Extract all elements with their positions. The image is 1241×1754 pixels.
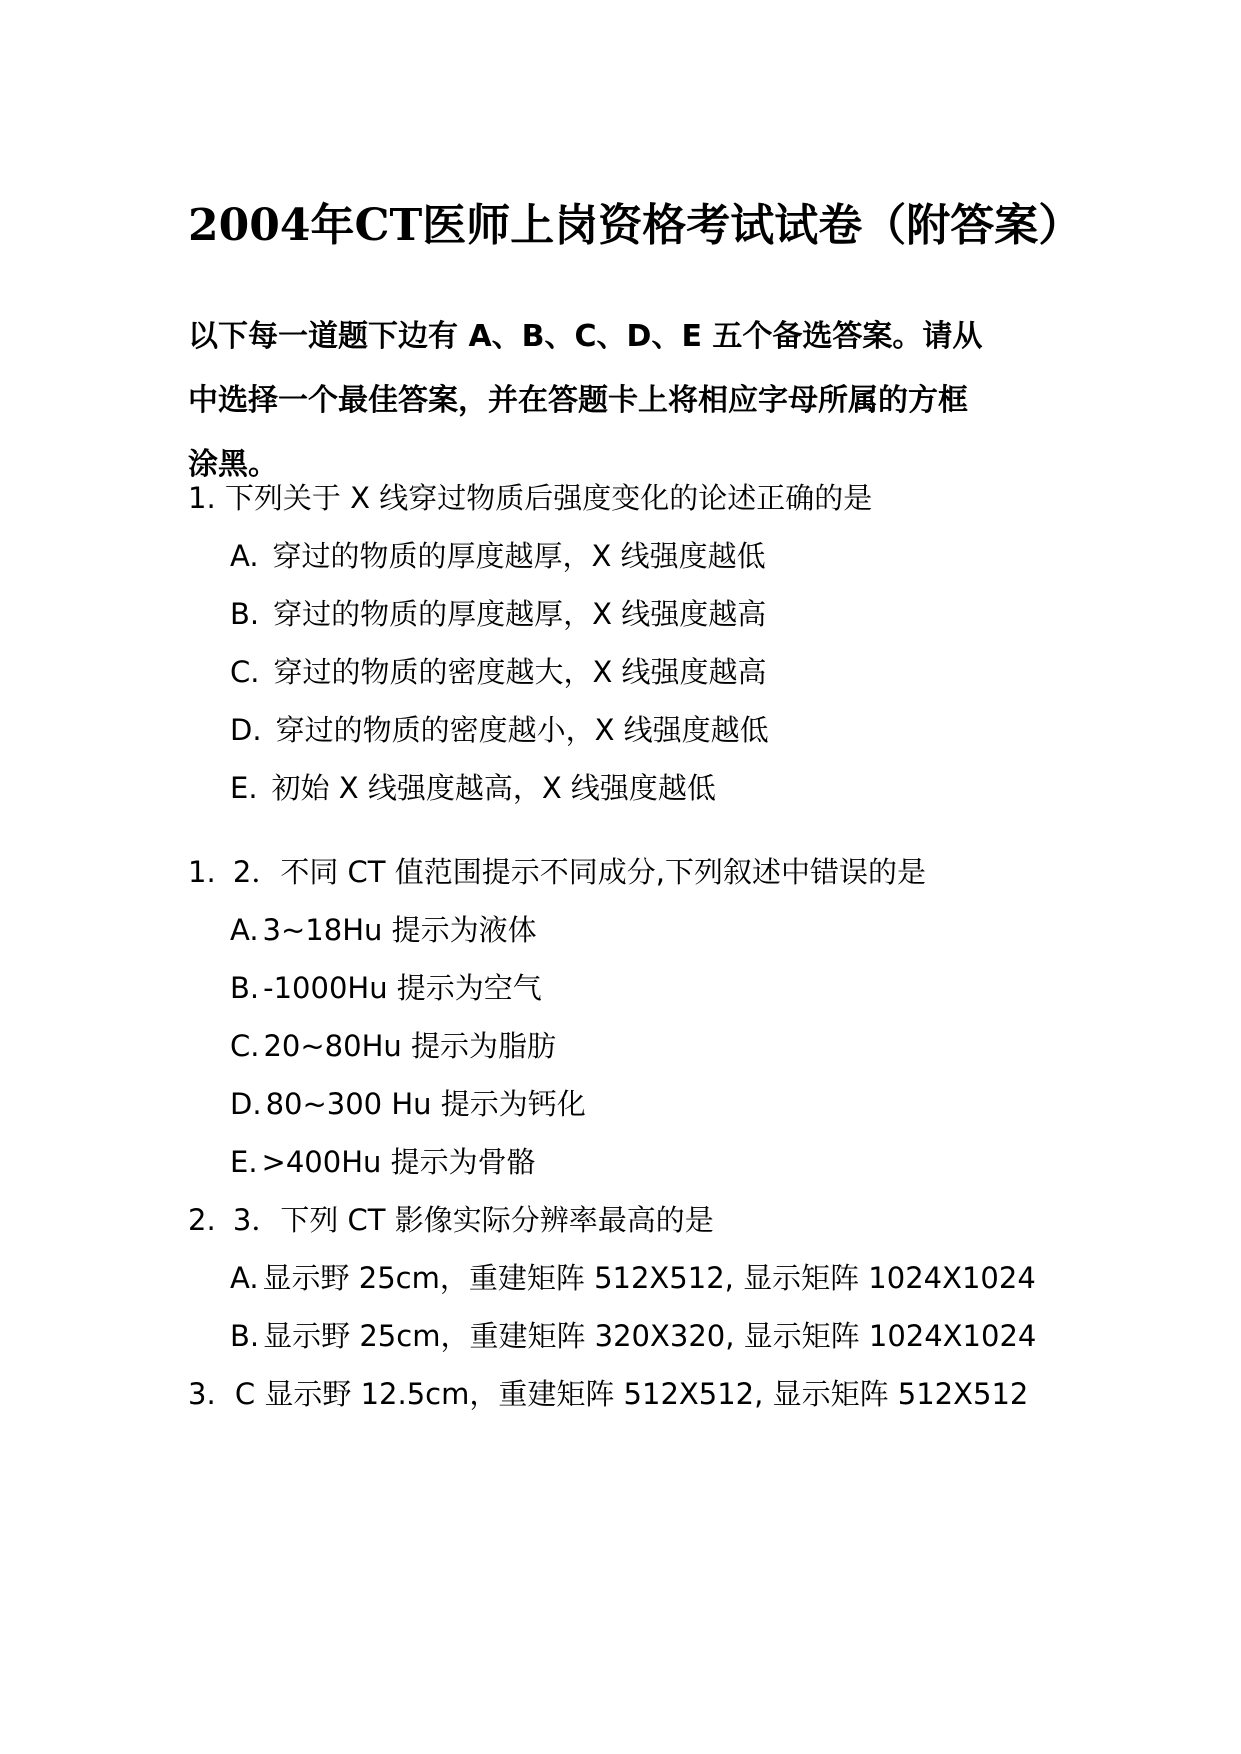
option-letter: D. (230, 1087, 262, 1121)
question-text: 下列关于 X 线穿过物质后强度变化的论述正确的是 (224, 481, 873, 515)
option-letter: C. (230, 655, 260, 689)
question-number: 1. (188, 481, 216, 515)
instructions-line: 涂黑。 (188, 447, 278, 482)
option-a (230, 910, 537, 950)
option-text: 穿过的物质的厚度越厚，X 线强度越高 (273, 597, 767, 631)
option-b (230, 1316, 1036, 1356)
option-text: 3~18Hu 提示为液体 (262, 913, 537, 947)
instructions-block (188, 305, 1068, 497)
option-a (230, 536, 766, 576)
option-text: 初始 X 线强度越高，X 线强度越低 (271, 771, 716, 805)
question-text: 2．不同 CT 值范围提示不同成分,下列叙述中错误的是 (232, 855, 926, 889)
question-4 (188, 1374, 1028, 1414)
option-c (230, 1026, 556, 1066)
option-d (230, 1084, 586, 1124)
option-text: 显示野 25cm，重建矩阵 512X512, 显示矩阵 1024X1024 (262, 1261, 1036, 1295)
option-text: 显示野 25cm，重建矩阵 320X320, 显示矩阵 1024X1024 (263, 1319, 1037, 1353)
question-3 (188, 1200, 714, 1240)
option-text: 穿过的物质的厚度越厚，X 线强度越低 (272, 539, 766, 573)
question-text: 3．下列 CT 影像实际分辨率最高的是 (232, 1203, 714, 1237)
instructions-line: 以下每一道题下边有 A、B、C、D、E 五个备选答案。请从 (188, 319, 983, 354)
option-d (230, 710, 769, 750)
option-text: 20~80Hu 提示为脂肪 (263, 1029, 556, 1063)
option-letter: E. (230, 1145, 258, 1179)
question-number: 1. (188, 855, 216, 889)
option-letter: C. (230, 1029, 260, 1063)
option-a (230, 1258, 1036, 1298)
option-text: >400Hu 提示为骨骼 (261, 1145, 536, 1179)
option-text: 80~300 Hu 提示为钙化 (265, 1087, 586, 1121)
option-letter: D. (230, 713, 262, 747)
option-b (230, 968, 542, 1008)
question-text: C 显示野 12.5cm，重建矩阵 512X512, 显示矩阵 512X512 (234, 1377, 1029, 1411)
option-letter: B. (230, 971, 260, 1005)
question-2 (188, 852, 926, 892)
question-1 (188, 478, 872, 518)
instructions-line: 中选择一个最佳答案，并在答题卡上将相应字母所属的方框 (188, 383, 968, 418)
question-number: 3. (188, 1377, 216, 1411)
option-letter: B. (230, 1319, 260, 1353)
page-title: 2004年CT医师上岗资格考试试卷（附答案） (188, 200, 1083, 251)
option-e (230, 768, 716, 808)
option-text: -1000Hu 提示为空气 (263, 971, 542, 1005)
option-text: 穿过的物质的密度越小，X 线强度越低 (275, 713, 769, 747)
option-letter: B. (230, 597, 260, 631)
option-b (230, 594, 766, 634)
option-letter: A. (230, 1261, 259, 1295)
option-letter: E. (230, 771, 258, 805)
option-text: 穿过的物质的密度越大，X 线强度越高 (273, 655, 767, 689)
option-e (230, 1142, 536, 1182)
option-letter: A. (230, 913, 259, 947)
option-c (230, 652, 767, 692)
question-number: 2. (188, 1203, 216, 1237)
option-letter: A. (230, 539, 259, 573)
